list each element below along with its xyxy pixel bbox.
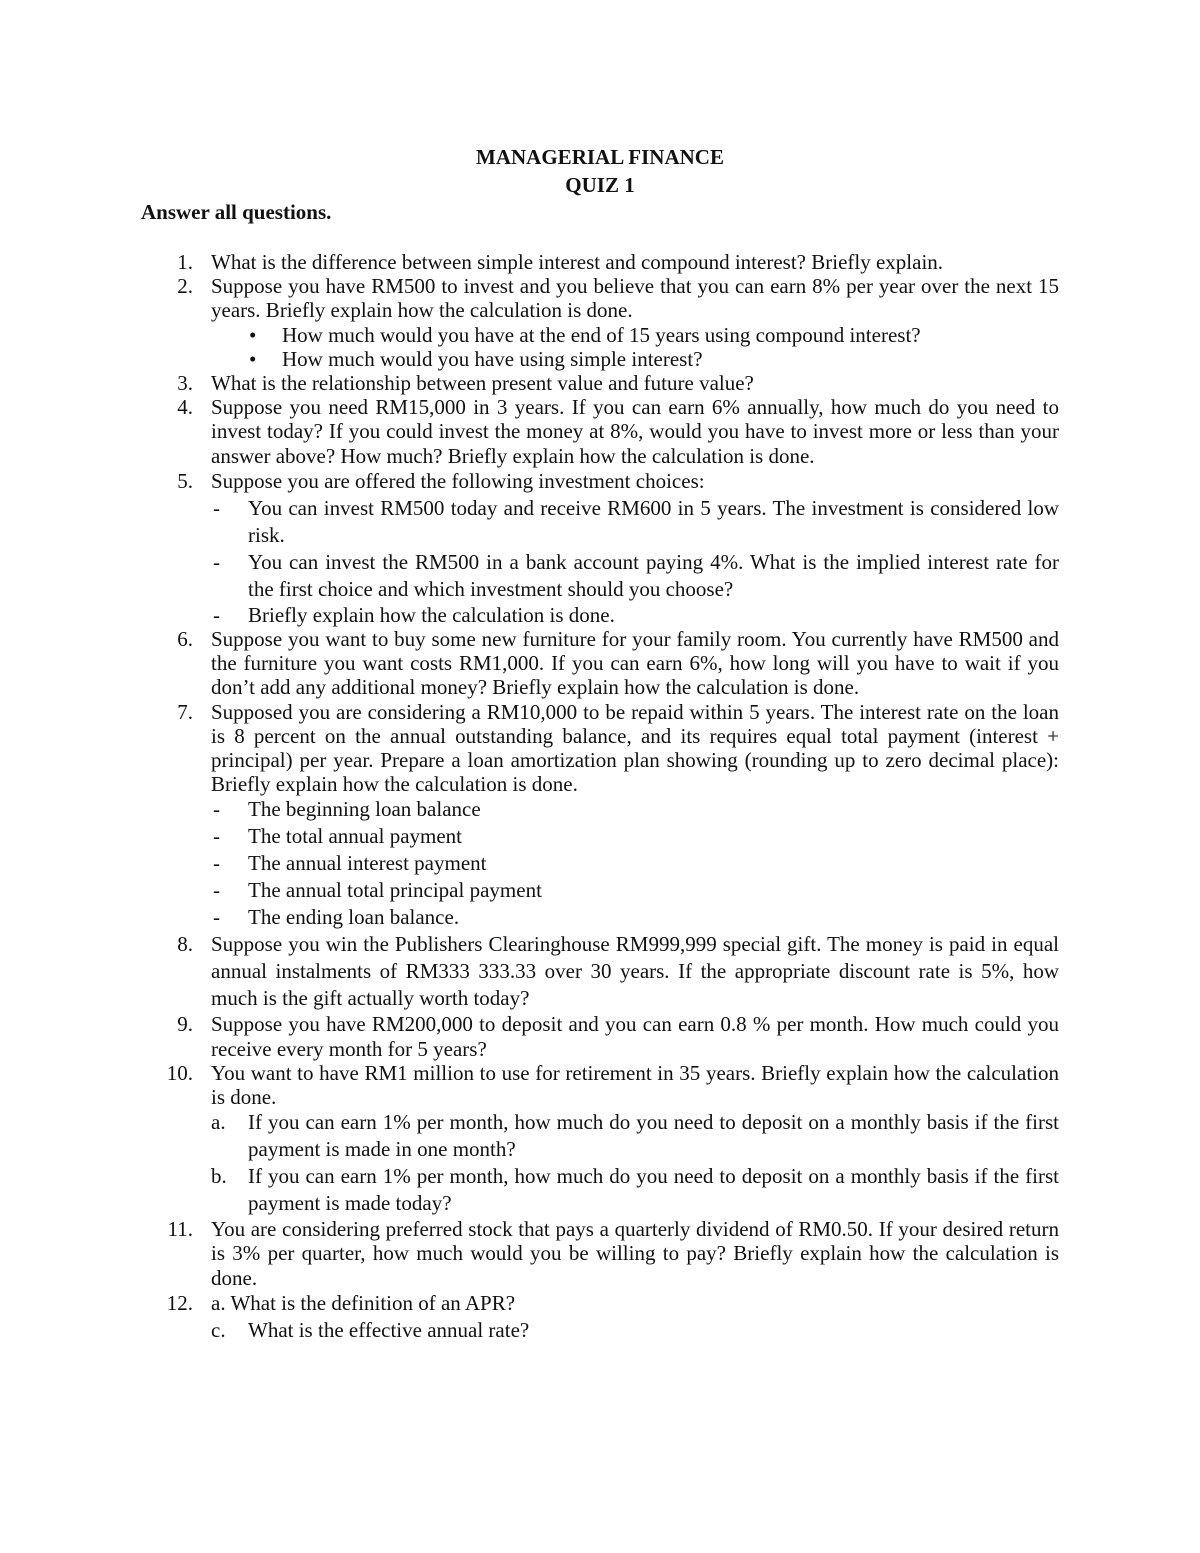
dash-marker: - — [213, 851, 220, 876]
question-5 — [0, 468, 1200, 495]
sub-item-text: If you can earn 1% per month, how much do you need to deposit on a monthly basis if the first payment is made today? — [248, 1164, 1059, 1216]
sub-item — [0, 1109, 1200, 1163]
sub-item — [0, 323, 1200, 347]
sub-item-text: How much would you have using simple interest? — [282, 346, 703, 371]
question-text: What is the relationship between present value and future value? — [211, 371, 754, 396]
dash-marker: - — [213, 495, 220, 520]
question-9 — [0, 1012, 1200, 1060]
question-number: 1. — [177, 250, 193, 274]
sub-item-text: You can invest the RM500 in a bank account paying 4%. What is the implied interest rate for the first choice and which investment should you choose? — [248, 549, 1059, 601]
sub-item — [0, 347, 1200, 371]
question-1 — [0, 250, 1200, 274]
question-number: 2. — [177, 274, 193, 299]
question-number: 6. — [177, 627, 193, 652]
question-number: 9. — [177, 1012, 193, 1037]
question-8 — [0, 931, 1200, 1012]
question-number: 3. — [177, 371, 193, 396]
dash-marker: - — [213, 905, 220, 930]
letter-marker: b. — [211, 1164, 227, 1189]
question-3 — [0, 371, 1200, 395]
question-text: a. What is the definition of an APR? — [211, 1290, 516, 1315]
sub-item — [0, 603, 1200, 627]
question-number: 7. — [177, 699, 193, 724]
sub-item-text: If you can earn 1% per month, how much do you need to deposit on a monthly basis if the first payment is made in one month? — [248, 1110, 1059, 1162]
sub-item-text: You can invest RM500 today and receive RM600 in 5 years. The investment is considered low risk. — [248, 495, 1059, 547]
question-number: 4. — [177, 395, 193, 420]
question-number: 5. — [177, 468, 193, 493]
question-text: Supposed you are considering a RM10,000 to be repaid within 5 years. The interest rate on the loan is 8 percent on the annual outstanding balance, and its requires equal total payment (interest + principal) per year. Prepare a loan amortization plan showing (rounding up to zero decimal place): Briefly explain how the calculation is done. — [211, 699, 1059, 797]
sub-item-text: The ending loan balance. — [248, 905, 460, 930]
question-text: Suppose you have RM200,000 to deposit and you can earn 0.8 % per month. How much could you receive every month for 5 years? — [211, 1012, 1059, 1061]
question-text: Suppose you need RM15,000 in 3 years. If you can earn 6% annually, how much do you need to invest today? If you could invest the money at 8%, would you have to invest more or less than your answer above? How much? Briefly explain how the calculation is done. — [211, 395, 1059, 468]
question-6 — [0, 627, 1200, 700]
question-number: 10. — [166, 1060, 193, 1085]
question-text: What is the difference between simple interest and compound interest? Briefly explain. — [211, 250, 944, 274]
question-12 — [0, 1290, 1200, 1317]
dash-marker: - — [213, 878, 220, 903]
letter-marker: a. — [211, 1110, 226, 1135]
sub-item — [0, 549, 1200, 603]
document-title: MANAGERIAL FINANCE — [476, 145, 724, 169]
question-text: Suppose you want to buy some new furniture for your family room. You currently have RM500 and the furniture you want costs RM1,000. If you can earn 6%, how long will you have to wait if you don’t add any additional money? Briefly explain how the calculation is done. — [211, 627, 1059, 700]
bullet-marker: • — [249, 346, 257, 371]
dash-marker: - — [213, 602, 220, 627]
question-7 — [0, 700, 1200, 797]
sub-item-text: Briefly explain how the calculation is done. — [248, 602, 615, 627]
question-text: Suppose you win the Publishers Clearinghouse RM999,999 special gift. The money is paid in equal annual instalments of RM333 333.33 over 30 years. If the appropriate discount rate is 5%, how much is the gift actually worth today? — [211, 932, 1059, 1011]
question-4 — [0, 395, 1200, 468]
document-subtitle: QUIZ 1 — [565, 173, 635, 197]
sub-item — [0, 823, 1200, 850]
sub-item — [0, 1163, 1200, 1217]
instructions: Answer all questions. — [141, 200, 332, 224]
question-11 — [0, 1217, 1200, 1290]
sub-item — [0, 850, 1200, 877]
dash-marker: - — [213, 824, 220, 849]
sub-item — [0, 1317, 1200, 1344]
question-text: Suppose you have RM500 to invest and you believe that you can earn 8% per year over the next 15 years. Briefly explain how the calculation is done. — [211, 274, 1059, 323]
sub-item-text: The annual total principal payment — [248, 878, 542, 903]
question-2 — [0, 274, 1200, 322]
question-10 — [0, 1061, 1200, 1109]
dash-marker: - — [213, 549, 220, 574]
sub-item — [0, 796, 1200, 823]
bullet-marker: • — [249, 322, 257, 347]
dash-marker: - — [213, 797, 220, 822]
question-text: You want to have RM1 million to use for retirement in 35 years. Briefly explain how the calculation is done. — [211, 1060, 1059, 1110]
question-number: 12. — [166, 1290, 193, 1315]
question-text: Suppose you are offered the following investment choices: — [211, 468, 705, 493]
question-number: 11. — [167, 1217, 193, 1242]
sub-item — [0, 904, 1200, 931]
question-text: You are considering preferred stock that pays a quarterly dividend of RM0.50. If your desired return is 3% per quarter, how much would you be willing to pay? Briefly explain how the calculation is done. — [211, 1217, 1059, 1290]
sub-item — [0, 877, 1200, 904]
question-number: 8. — [177, 932, 193, 957]
sub-item-text: The total annual payment — [248, 824, 463, 849]
sub-item — [0, 495, 1200, 549]
question-list — [0, 250, 1200, 1344]
sub-item-text: How much would you have at the end of 15 years using compound interest? — [282, 322, 921, 347]
sub-item-text: The beginning loan balance — [248, 797, 481, 822]
sub-item-text: The annual interest payment — [248, 851, 487, 876]
letter-marker: c. — [211, 1317, 226, 1342]
sub-item-text: What is the effective annual rate? — [248, 1317, 530, 1342]
